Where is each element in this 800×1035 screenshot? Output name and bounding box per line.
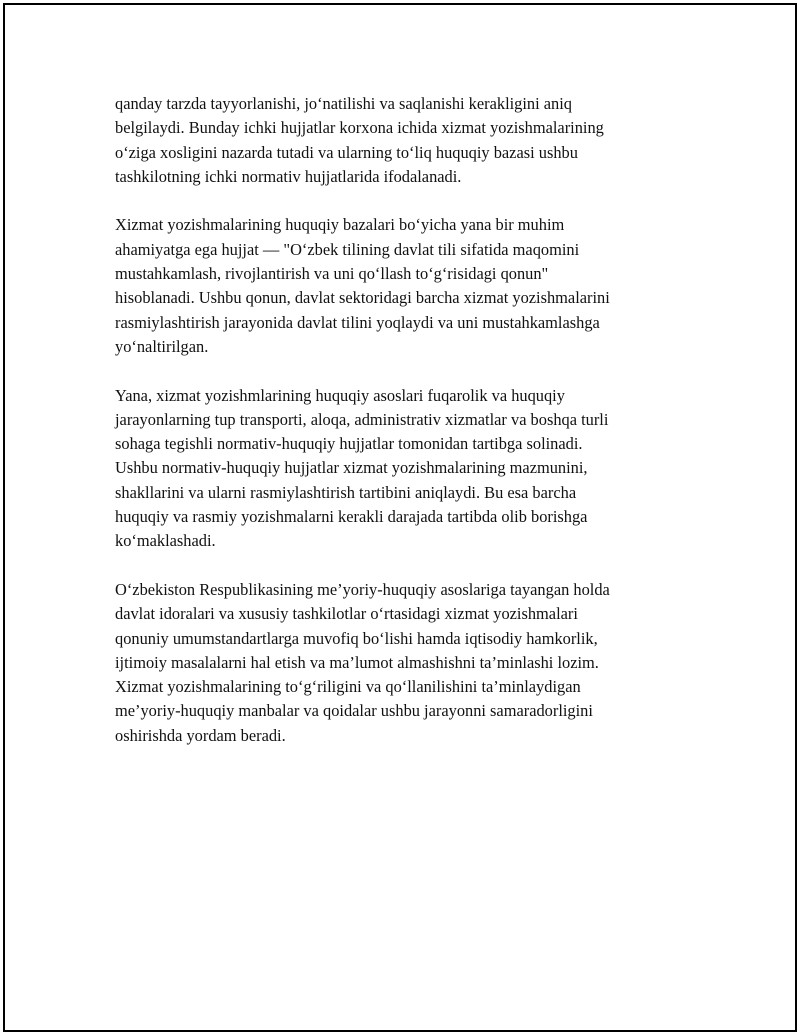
paragraph-4 bbox=[115, 578, 695, 748]
text-line: ko‘maklashadi. bbox=[115, 531, 216, 551]
text-line: Ushbu normativ-huquqiy hujjatlar xizmat yozishmalarining mazmunini, bbox=[115, 458, 588, 478]
text-line: O‘zbekiston Respublikasining me’yoriy-huquqiy asoslariga tayangan holda bbox=[115, 579, 610, 599]
text-line: me’yoriy-huquqiy manbalar va qoidalar ushbu jarayonni samaradorligini bbox=[115, 701, 593, 721]
text-line: mustahkamlash, rivojlantirish va uni qo‘llash to‘g‘risidagi qonun" bbox=[115, 264, 549, 284]
text-line: ijtimoiy masalalarni hal etish va ma’lumot almashishni ta’minlashi lozim. bbox=[115, 652, 599, 672]
text-line: davlat idoralari va xususiy tashkilotlar o‘rtasidagi xizmat yozishmalari bbox=[115, 604, 578, 624]
paragraph-3 bbox=[115, 384, 695, 554]
text-line: qanday tarzda tayyorlanishi, jo‘natilishi va saqlanishi kerakligini aniq bbox=[115, 94, 572, 113]
text-line: Xizmat yozishmalarining to‘g‘riligini va qo‘llanilishini ta’minlaydigan bbox=[115, 677, 581, 697]
text-line: sohaga tegishli normativ-huquqiy hujjatlar tomonidan tartibga solinadi. bbox=[115, 434, 583, 454]
text-line: huquqiy va rasmiy yozishmalarni kerakli darajada tartibda olib borishga bbox=[115, 507, 588, 527]
text-line: Yana, xizmat yozishmlarining huquqiy asoslari fuqarolik va huquqiy bbox=[115, 385, 565, 405]
paragraph-1 bbox=[115, 92, 695, 189]
paragraph-2 bbox=[115, 213, 695, 359]
text-line: shakllarini va ularni rasmiylashtirish tartibini aniqlaydi. Bu esa barcha bbox=[115, 482, 577, 502]
text-line: o‘ziga xosligini nazarda tutadi va ularning to‘liq huquqiy bazasi ushbu bbox=[115, 142, 578, 162]
text-line: yo‘naltirilgan. bbox=[115, 336, 209, 356]
text-line: Xizmat yozishmalarining huquqiy bazalari bo‘yicha yana bir muhim bbox=[115, 215, 565, 235]
document-body bbox=[115, 92, 695, 772]
text-line: tashkilotning ichki normativ hujjatlarida ifodalanadi. bbox=[115, 166, 462, 186]
text-line: rasmiylashtirish jarayonida davlat tilini yoqlaydi va uni mustahkamlashga bbox=[115, 312, 600, 332]
text-line: hisoblanadi. Ushbu qonun, davlat sektoridagi barcha xizmat yozishmalarini bbox=[115, 288, 610, 308]
text-line: ahamiyatga ega hujjat — "O‘zbek tilining davlat tili sifatida maqomini bbox=[115, 239, 580, 259]
text-line: jarayonlarning tup transporti, aloqa, administrativ xizmatlar va boshqa turli bbox=[115, 409, 609, 429]
text-line: oshirishda yordam beradi. bbox=[115, 725, 286, 745]
text-line: qonuniy umumstandartlarga muvofiq bo‘lishi hamda iqtisodiy hamkorlik, bbox=[115, 628, 598, 648]
text-line: belgilaydi. Bunday ichki hujjatlar korxona ichida xizmat yozishmalarining bbox=[115, 118, 604, 138]
